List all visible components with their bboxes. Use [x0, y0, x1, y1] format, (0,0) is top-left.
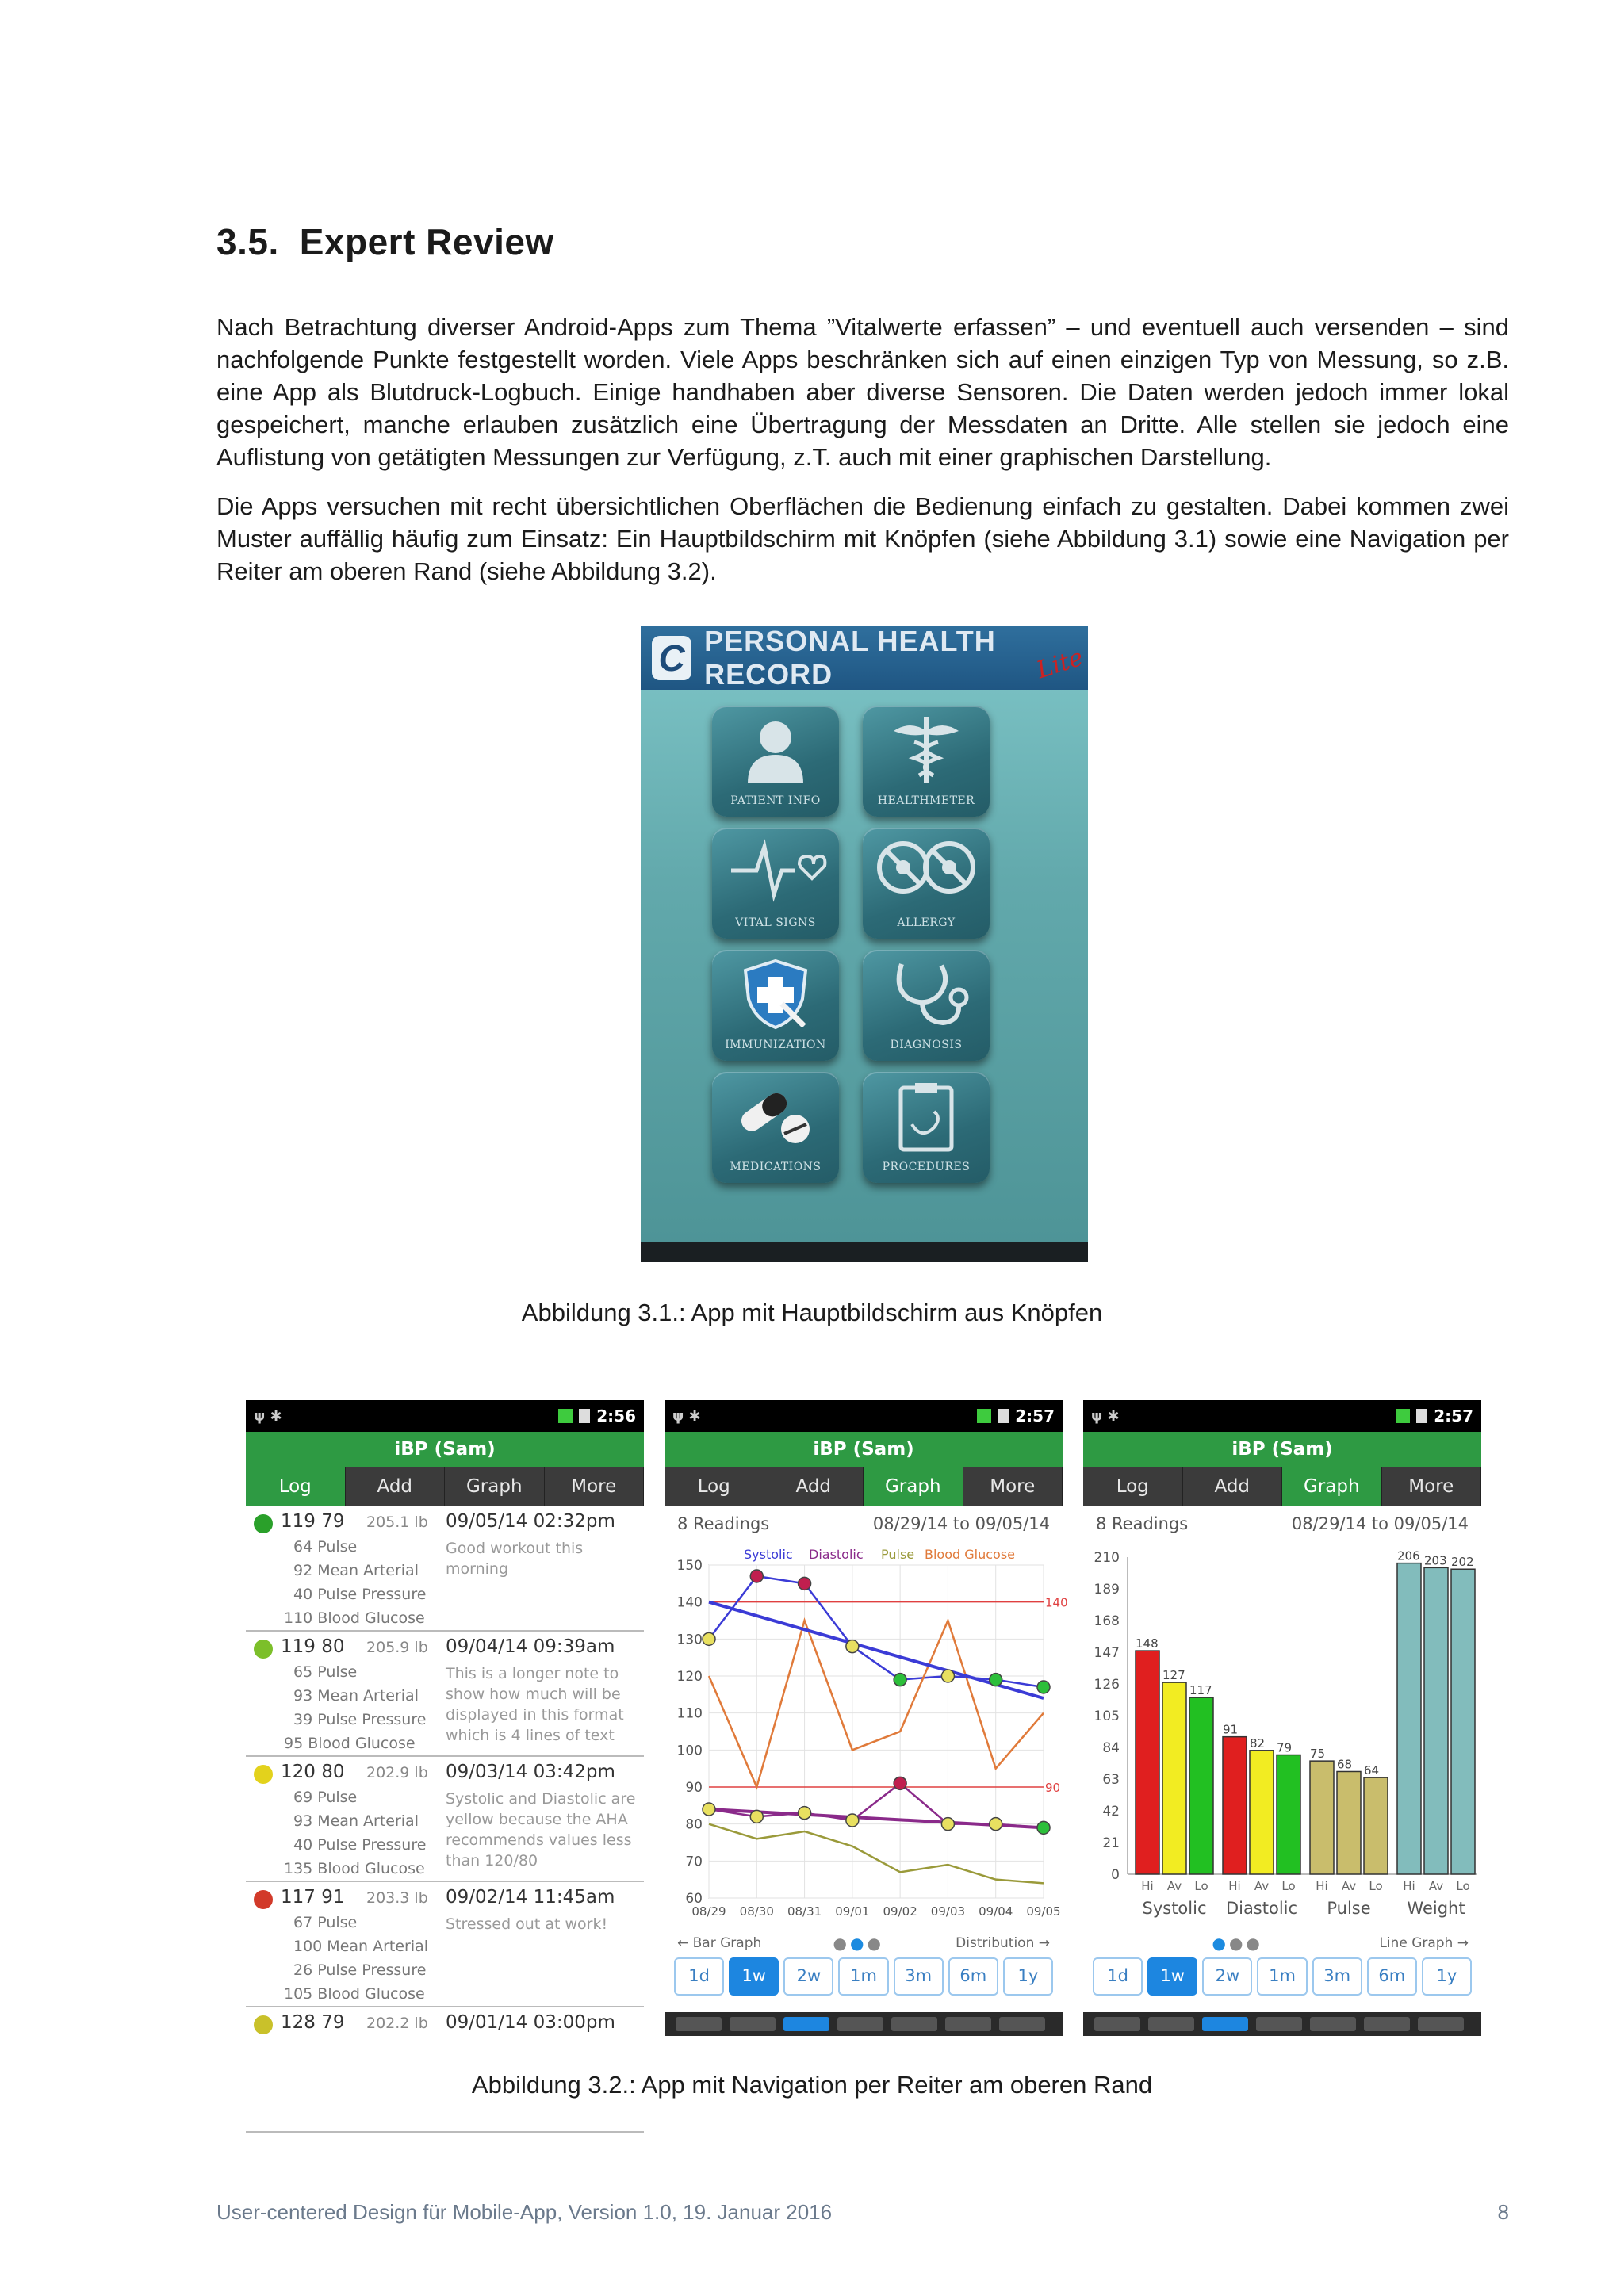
y-tick-label: 105 — [1094, 1709, 1120, 1724]
y-tick-label: 84 — [1102, 1740, 1120, 1756]
personal-health-record-screenshot — [641, 626, 1088, 1262]
blood-pressure: 117 91 — [281, 1887, 345, 1908]
x-tick-label: 09/05 — [1026, 1904, 1061, 1919]
ibp-line-graph-screen — [665, 1400, 1068, 2036]
allergy-label: ALLERGY — [897, 916, 956, 929]
wifi-icon — [1396, 1409, 1410, 1423]
tab-more[interactable]: More — [963, 1467, 1063, 1506]
pulse: 69 Pulse — [293, 1789, 358, 1806]
graph-header — [1083, 1506, 1481, 1541]
y-tick-label: 110 — [676, 1705, 703, 1722]
range-1d[interactable]: 1d — [674, 1957, 724, 1996]
bar-sub-label: Lo — [1281, 1879, 1296, 1893]
mean-arterial: 92 Mean Arterial — [293, 1562, 419, 1579]
status-bar — [1083, 1400, 1481, 1432]
y-tick-label: 150 — [676, 1558, 703, 1574]
category-label: Systolic — [1142, 1899, 1207, 1918]
bottom-toolbar — [665, 2012, 1063, 2036]
data-point — [941, 1818, 954, 1831]
graph-nav — [1083, 1930, 1481, 1957]
phr-lite-badge: Lite — [1032, 643, 1086, 685]
allergy-button[interactable] — [863, 828, 990, 939]
y-tick-label: 60 — [685, 1891, 703, 1907]
bar-value-label: 148 — [1136, 1636, 1159, 1651]
bar-value-label: 82 — [1250, 1735, 1266, 1751]
diagnosis-button[interactable] — [863, 950, 990, 1061]
line-chart — [665, 1541, 1068, 1930]
bar-value-label: 117 — [1189, 1683, 1212, 1698]
bar-value-label: 75 — [1310, 1747, 1326, 1762]
blood-glucose: 135 Blood Glucose — [284, 1860, 425, 1877]
footer-text: User-centered Design für Mobile-App, Version 1.0, 19. Januar 2016 — [216, 2200, 833, 2224]
shield-syringe-icon — [736, 958, 815, 1029]
y-tick-label: 90 — [685, 1780, 703, 1796]
tab-log[interactable]: Log — [665, 1467, 764, 1506]
vital-signs-button[interactable] — [712, 828, 839, 939]
data-point — [1037, 1821, 1050, 1834]
note: Systolic and Diastolic are yellow because the AHA recommends values less than 120/80 — [446, 1790, 636, 1869]
range-1d[interactable]: 1d — [1093, 1957, 1143, 1996]
status-dot — [254, 1765, 273, 1784]
bar-value-label: 206 — [1397, 1548, 1420, 1563]
distribution-link[interactable]: Distribution → — [956, 1935, 1050, 1951]
data-point — [846, 1640, 859, 1653]
weight: 202.2 lb — [366, 2015, 428, 2032]
usb-icon: ψ ✱ — [1091, 1407, 1120, 1425]
figure-1-caption: Abbildung 3.1.: App mit Hauptbildschirm aus Knöpfen — [521, 1299, 1103, 1326]
pulse-pressure: 39 Pulse Pressure — [293, 1711, 427, 1728]
timestamp: 09/05/14 02:32pm — [446, 1511, 615, 1532]
data-point — [750, 1570, 763, 1582]
section-number: 3.5. — [216, 221, 279, 262]
phr-title: PERSONAL HEALTH RECORD — [704, 625, 996, 691]
battery-icon — [998, 1409, 1009, 1423]
bar — [1337, 1771, 1361, 1874]
bar-value-label: 202 — [1451, 1555, 1474, 1570]
mean-arterial: 93 Mean Arterial — [293, 1687, 419, 1705]
tab-more[interactable]: More — [545, 1467, 645, 1506]
status-dot — [254, 2015, 273, 2034]
tab-bar — [1083, 1467, 1481, 1506]
range-1m[interactable]: 1m — [838, 1957, 888, 1996]
pulse-pressure: 26 Pulse Pressure — [293, 1961, 427, 1979]
patient-info-label: PATIENT INFO — [730, 794, 821, 807]
app-title: iBP (Sam) — [1083, 1432, 1481, 1467]
bar-chart — [1083, 1541, 1481, 1930]
legend-entry: Blood Glucose — [925, 1547, 1015, 1562]
clipboard-icon — [887, 1080, 966, 1151]
data-point — [799, 1807, 811, 1820]
bar-value-label: 79 — [1277, 1740, 1293, 1755]
phr-logo: C — [652, 636, 691, 680]
blood-pressure: 128 79 — [281, 2012, 345, 2033]
ibp-bar-graph-screen — [1083, 1400, 1481, 2036]
range-2w[interactable]: 2w — [783, 1957, 833, 1996]
bar-sub-label: Lo — [1369, 1879, 1383, 1893]
timestamp: 09/02/14 11:45am — [446, 1887, 615, 1908]
list-item[interactable] — [246, 2007, 644, 2133]
tab-graph[interactable]: Graph — [864, 1467, 963, 1506]
y-tick-label: 21 — [1102, 1835, 1120, 1851]
weight: 202.9 lb — [366, 1764, 428, 1781]
tab-add[interactable]: Add — [1183, 1467, 1283, 1506]
tab-graph[interactable]: Graph — [445, 1467, 545, 1506]
log-list — [246, 1506, 644, 2133]
y-tick-label: 126 — [1094, 1677, 1120, 1693]
data-point — [703, 1803, 715, 1816]
blood-pressure: 119 79 — [281, 1511, 345, 1532]
reference-line-label: 90 — [1045, 1781, 1061, 1795]
tab-bar — [246, 1467, 644, 1506]
tab-add[interactable]: Add — [346, 1467, 446, 1506]
range-3m[interactable]: 3m — [1312, 1957, 1362, 1996]
page-footer — [216, 2200, 1509, 2225]
heartbeat-icon — [728, 836, 823, 899]
bar-sub-label: Lo — [1456, 1879, 1470, 1893]
bar-sub-label: Hi — [1228, 1879, 1241, 1893]
pills-icon — [732, 1080, 819, 1151]
usb-icon: ψ ✱ — [254, 1407, 282, 1425]
data-point — [703, 1632, 715, 1645]
range-3m[interactable]: 3m — [894, 1957, 944, 1996]
category-label: Weight — [1407, 1899, 1465, 1918]
weight: 205.9 lb — [366, 1639, 428, 1656]
paragraph-2: Die Apps versuchen mit recht übersichtlichen Oberflächen die Bedienung einfach zu gestalten. Dabei kommen zwei Muster auffällig häufig zum Einsatz: Ein Hauptbildschirm mit Knöpfen (siehe Abbildung 3.1) sowie eine Navigation per Reiter am oberen Rand (siehe Abbildung 3.2). — [216, 492, 1509, 585]
procedures-button[interactable] — [863, 1072, 990, 1183]
paragraph-1: Nach Betrachtung diverser Android-Apps zum Thema ”Vitalwerte erfassen” – und eventuell auch versenden – sind nachfolgende Punkte festgestellt worden. Viele Apps beschränken sich auf einen einzigen Typ von Messung, so z.B. eine App als Blutdruck-Logbuch. Einige handhaben aber diverse Sensoren. Die Daten werden jedoch immer lokal gespeichert, manche erlauben zusätzlich eine Übertragung der Messdaten an Dritte. Alle stellen sie jedoch eine Auflistung von getätigten Messungen zur Verfügung, z.T. auch mit einer graphischen Darstellung. — [216, 313, 1509, 471]
page-dots: ●●● — [1212, 1934, 1263, 1953]
tab-add[interactable]: Add — [764, 1467, 864, 1506]
y-tick-label: 147 — [1094, 1645, 1120, 1661]
y-tick-label: 80 — [685, 1816, 703, 1833]
timestamp: 09/03/14 03:42pm — [446, 1762, 615, 1782]
phr-button-grid — [712, 706, 1021, 1183]
bar — [1189, 1697, 1213, 1874]
bar — [1223, 1737, 1247, 1874]
stethoscope-icon — [883, 958, 970, 1029]
y-tick-label: 70 — [685, 1854, 703, 1870]
section-heading — [216, 220, 554, 263]
data-point — [941, 1670, 954, 1682]
pulse: 64 Pulse — [293, 1538, 358, 1556]
x-tick-label: 08/29 — [691, 1904, 726, 1919]
bar-value-label: 127 — [1162, 1668, 1185, 1683]
note: Good workout this morning — [446, 1540, 584, 1578]
mean-arterial: 93 Mean Arterial — [293, 1812, 419, 1830]
bottom-toolbar — [1083, 2012, 1481, 2036]
list-item[interactable] — [246, 1882, 644, 2007]
x-tick-label: 09/02 — [883, 1904, 917, 1919]
bar-value-label: 64 — [1364, 1763, 1380, 1778]
blood-glucose: 110 Blood Glucose — [284, 1609, 425, 1627]
bar-sub-label: Av — [1254, 1879, 1270, 1893]
clock: 2:56 — [596, 1406, 636, 1425]
battery-icon — [579, 1409, 590, 1423]
x-tick-label: 09/01 — [835, 1904, 870, 1919]
note: This is a longer note to show how much will be displayed in this format which is 4 lines of text — [446, 1665, 624, 1744]
phr-bottom-bar — [641, 1242, 1088, 1262]
bar — [1136, 1651, 1159, 1874]
immunization-label: IMMUNIZATION — [725, 1039, 826, 1051]
bar — [1250, 1751, 1274, 1874]
range-2w[interactable]: 2w — [1202, 1957, 1252, 1996]
graph-header — [665, 1506, 1063, 1541]
status-dot — [254, 1640, 273, 1659]
immunization-button[interactable] — [712, 950, 839, 1061]
x-tick-label: 08/31 — [787, 1904, 822, 1919]
bar-sub-label: Av — [1341, 1879, 1357, 1893]
legend-entry: Pulse — [881, 1547, 915, 1562]
figure-2-caption: Abbildung 3.2.: App mit Navigation per Reiter am oberen Rand — [471, 2071, 1153, 2099]
range-selector — [1083, 1957, 1481, 1996]
x-tick-label: 09/04 — [979, 1904, 1013, 1919]
y-tick-label: 63 — [1102, 1772, 1120, 1788]
diagnosis-label: DIAGNOSIS — [890, 1039, 963, 1051]
y-tick-label: 210 — [1094, 1550, 1120, 1566]
clock: 2:57 — [1015, 1406, 1055, 1425]
bar-sub-label: Lo — [1194, 1879, 1208, 1893]
tab-log[interactable]: Log — [246, 1467, 346, 1506]
blood-glucose: 105 Blood Glucose — [284, 1985, 425, 2003]
clock: 2:57 — [1434, 1406, 1473, 1425]
bar — [1162, 1682, 1186, 1874]
date-range: 08/29/14 to 09/05/14 — [872, 1514, 1050, 1533]
legend-entry: Systolic — [744, 1547, 793, 1562]
list-item[interactable] — [246, 1757, 644, 1882]
medications-label: MEDICATIONS — [730, 1161, 822, 1173]
battery-icon — [1416, 1409, 1427, 1423]
bar — [1364, 1777, 1388, 1874]
page-number: 8 — [1497, 2200, 1509, 2224]
data-point — [894, 1777, 906, 1789]
bar-value-label: 68 — [1337, 1757, 1353, 1772]
blood-pressure: 119 80 — [281, 1636, 345, 1657]
timestamp: 09/04/14 09:39am — [446, 1636, 615, 1657]
bar-value-label: 203 — [1424, 1553, 1447, 1568]
page-dots: ●●● — [833, 1934, 884, 1953]
person-icon — [740, 714, 811, 785]
bar — [1277, 1755, 1300, 1874]
blood-pressure: 120 80 — [281, 1762, 345, 1782]
range-1m[interactable]: 1m — [1257, 1957, 1307, 1996]
y-tick-label: 42 — [1102, 1804, 1120, 1820]
section-title: Expert Review — [299, 221, 554, 262]
timestamp: 09/01/14 03:00pm — [446, 2012, 615, 2033]
range-selector — [665, 1957, 1063, 1996]
pulse-pressure: 40 Pulse Pressure — [293, 1586, 427, 1603]
bar-sub-label: Hi — [1316, 1879, 1328, 1893]
range-6m[interactable]: 6m — [1367, 1957, 1417, 1996]
tab-bar — [665, 1467, 1063, 1506]
y-tick-label: 130 — [676, 1632, 703, 1648]
y-tick-label: 120 — [676, 1669, 703, 1685]
range-1y[interactable]: 1y — [1422, 1957, 1472, 1996]
readings-count: 8 Readings — [1096, 1514, 1189, 1533]
bar — [1397, 1563, 1421, 1874]
mean-arterial: 100 Mean Arterial — [293, 1938, 429, 1955]
healthmeter-button[interactable] — [863, 706, 990, 817]
bar-sub-label: Hi — [1403, 1879, 1415, 1893]
note: Stressed out at work! — [446, 1915, 608, 1933]
weight: 203.3 lb — [366, 1889, 428, 1907]
data-point — [990, 1674, 1002, 1686]
ibp-log-screen — [246, 1400, 644, 2036]
pulse: 65 Pulse — [293, 1663, 358, 1681]
wifi-icon — [977, 1409, 991, 1423]
data-point — [894, 1674, 906, 1686]
data-point — [846, 1814, 859, 1827]
bar-sub-label: Av — [1428, 1879, 1444, 1893]
caduceus-icon — [891, 714, 962, 785]
tab-log[interactable]: Log — [1083, 1467, 1183, 1506]
weight: 205.1 lb — [366, 1513, 428, 1531]
range-1y[interactable]: 1y — [1003, 1957, 1053, 1996]
bar-sub-label: Hi — [1141, 1879, 1154, 1893]
bar-graph-link[interactable]: ← Bar Graph — [677, 1935, 762, 1951]
x-tick-label: 09/03 — [930, 1904, 966, 1919]
graph-nav — [665, 1930, 1063, 1957]
readings-count: 8 Readings — [677, 1514, 770, 1533]
phr-header — [641, 626, 1088, 690]
status-bar — [246, 1400, 644, 1432]
range-6m[interactable]: 6m — [948, 1957, 998, 1996]
medications-button[interactable] — [712, 1072, 839, 1183]
y-tick-label: 189 — [1094, 1582, 1120, 1598]
x-tick-label: 08/30 — [739, 1904, 774, 1919]
app-title: iBP (Sam) — [246, 1432, 644, 1467]
y-tick-label: 168 — [1094, 1613, 1120, 1629]
status-dot — [254, 1890, 273, 1909]
blood-glucose: 95 Blood Glucose — [284, 1735, 416, 1752]
allergy-icon — [875, 836, 978, 899]
pulse: 67 Pulse — [293, 1914, 358, 1931]
bar — [1424, 1567, 1448, 1874]
list-item[interactable] — [246, 1632, 644, 1757]
y-tick-label: 140 — [676, 1594, 703, 1611]
data-point — [1037, 1681, 1050, 1693]
data-point — [799, 1577, 811, 1590]
tab-graph[interactable]: Graph — [1282, 1467, 1382, 1506]
bar-value-label: 91 — [1223, 1722, 1239, 1737]
usb-icon: ψ ✱ — [672, 1407, 701, 1425]
vital-signs-label: VITAL SIGNS — [735, 916, 816, 929]
category-label: Pulse — [1327, 1899, 1371, 1918]
legend-entry: Diastolic — [809, 1547, 864, 1562]
bar — [1451, 1569, 1475, 1874]
range-1w[interactable]: 1w — [729, 1957, 779, 1996]
data-point — [990, 1818, 1002, 1831]
healthmeter-label: HEALTHMETER — [877, 794, 975, 807]
range-1w[interactable]: 1w — [1147, 1957, 1197, 1996]
y-tick-label: 100 — [676, 1743, 703, 1759]
patient-info-button[interactable] — [712, 706, 839, 817]
line-graph-link[interactable]: Line Graph → — [1379, 1935, 1469, 1951]
bar-sub-label: Av — [1166, 1879, 1182, 1893]
reference-line-label: 140 — [1045, 1595, 1068, 1610]
data-point — [750, 1810, 763, 1823]
list-item[interactable] — [246, 1506, 644, 1632]
category-label: Diastolic — [1225, 1899, 1298, 1918]
y-tick-label: 0 — [1111, 1867, 1120, 1883]
tab-more[interactable]: More — [1382, 1467, 1482, 1506]
app-title: iBP (Sam) — [665, 1432, 1063, 1467]
status-bar — [665, 1400, 1063, 1432]
pulse-pressure: 40 Pulse Pressure — [293, 1836, 427, 1854]
procedures-label: PROCEDURES — [882, 1161, 971, 1173]
wifi-icon — [558, 1409, 573, 1423]
date-range: 08/29/14 to 09/05/14 — [1291, 1514, 1469, 1533]
bar — [1310, 1761, 1334, 1874]
status-dot — [254, 1514, 273, 1533]
